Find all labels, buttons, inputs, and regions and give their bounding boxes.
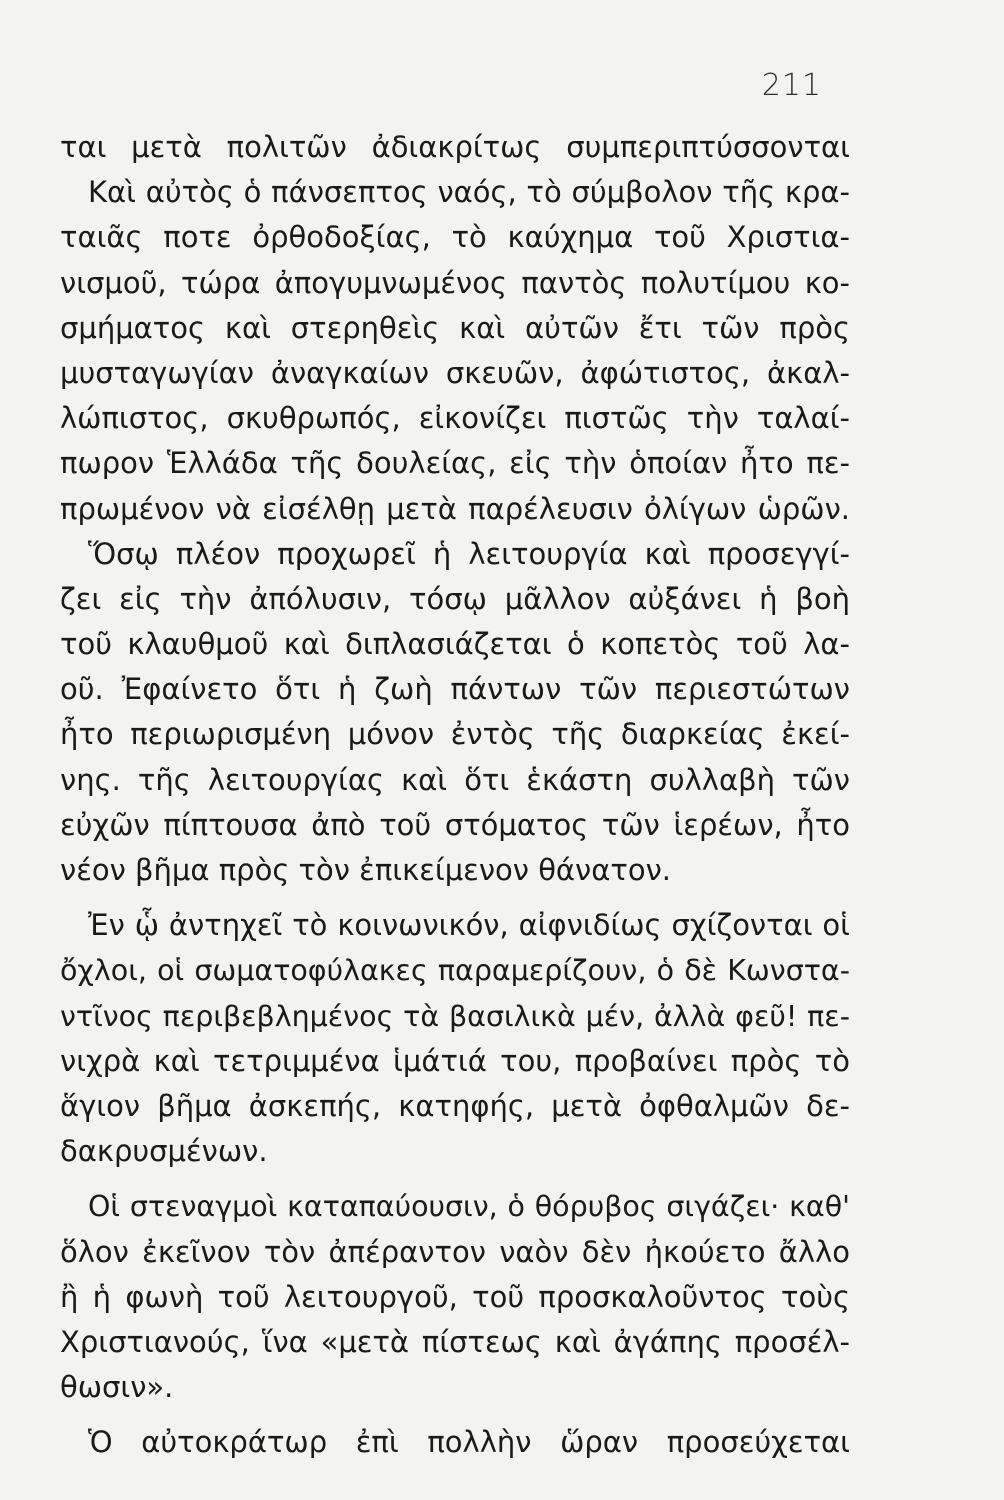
text-line: Ἐν ᾧ ἀντηχεῖ τὸ κοινωνικόν, αἰφνιδίως σχίζονται οἱ <box>88 908 850 943</box>
text-line: λώπιστος, σκυθρωπός, εἰκονίζει πιστῶς τὴν ταλαί- <box>60 401 850 436</box>
text-line: ἦτο περιωρισμένη μόνον ἐντὸς τῆς διαρκείας ἐκεί- <box>60 717 850 752</box>
text-line: ταιᾶς ποτε ὀρθοδοξίας, τὸ καύχημα τοῦ Χριστια- <box>60 220 850 255</box>
text-line: πωρον Ἑλλάδα τῆς δουλείας, εἰς τὴν ὁποίαν ἦτο πε- <box>60 446 850 481</box>
text-line: ἢ ἡ φωνὴ τοῦ λειτουργοῦ, τοῦ προσκαλοῦντος τοὺς <box>60 1279 850 1314</box>
text-line: σμήματος καὶ στερηθεὶς καὶ αὐτῶν ἔτι τῶν πρὸς <box>60 310 850 345</box>
text-line: νιχρὰ καὶ τετριμμένα ἱμάτιά του, προβαίνει πρὸς τὸ <box>60 1043 850 1078</box>
text-line: μυσταγωγίαν ἀναγκαίων σκευῶν, ἀφώτιστος, ἀκαλ- <box>60 355 850 390</box>
text-line: Οἱ στεναγμοὶ καταπαύουσιν, ὁ θόρυβος σιγάζει· καθ' <box>88 1190 850 1224</box>
text-line: ντῖνος περιβεβλημένος τὰ βασιλικὰ μέν, ἀλλὰ φεῦ! πε- <box>60 999 850 1033</box>
page-number: 211 <box>761 68 822 103</box>
text-line: οῦ. Ἐφαίνετο ὅτι ἡ ζωὴ πάντων τῶν περιεστώτων <box>60 672 850 707</box>
text-line: ται μετὰ πολιτῶν ἀδιακρίτως συμπεριπτύσσονται <box>60 130 850 164</box>
text-line: ὅλον ἐκεῖνον τὸν ἀπέραντον ναὸν δὲν ἠκούετο ἄλλο <box>60 1234 850 1269</box>
body-text <box>60 125 850 1465</box>
text-line: Χριστιανούς, ἵνα «μετὰ πίστεως καὶ ἀγάπης προσέλ- <box>60 1324 850 1359</box>
text-line: νέον βῆμα πρὸς τὸν ἐπικείμενον θάνατον. <box>60 853 671 887</box>
text-line: νης. τῆς λειτουργίας καὶ ὅτι ἑκάστη συλλαβὴ τῶν <box>60 762 850 797</box>
text-line: ζει εἰς τὴν ἀπόλυσιν, τόσῳ μᾶλλον αὐξάνει ἡ βοὴ <box>60 581 850 616</box>
text-line: Ὁ αὐτοκράτωρ ἐπὶ πολλὴν ὥραν προσεύχεται <box>88 1425 850 1460</box>
text-line: Ὅσῳ πλέον προχωρεῖ ἡ λειτουργία καὶ προσεγγί- <box>88 536 850 571</box>
text-line: θωσιν». <box>60 1370 174 1405</box>
text-line: πρωμένον νὰ εἰσέλθῃ μετὰ παρέλευσιν ὀλίγων ὡρῶν. <box>60 491 850 526</box>
text-line: εὐχῶν πίπτουσα ἀπὸ τοῦ στόματος τῶν ἱερέων, ἦτο <box>60 807 850 842</box>
text-line: Καὶ αὐτὸς ὁ πάνσεπτος ναός, τὸ σύμβολον τῆς κρα- <box>88 175 850 210</box>
text-line: δακρυσμένων. <box>60 1134 268 1169</box>
text-line: νισμοῦ, τώρα ἀπογυμνωμένος παντὸς πολυτίμου κο- <box>60 265 850 300</box>
text-line: τοῦ κλαυθμοῦ καὶ διπλασιάζεται ὁ κοπετὸς τοῦ λα- <box>60 627 850 662</box>
text-line: ὄχλοι, οἱ σωματοφύλακες παραμερίζουν, ὁ δὲ Κωνστα- <box>60 954 850 988</box>
text-line: ἅγιον βῆμα ἀσκεπής, κατηφής, μετὰ ὀφθαλμῶν δε- <box>60 1088 850 1123</box>
